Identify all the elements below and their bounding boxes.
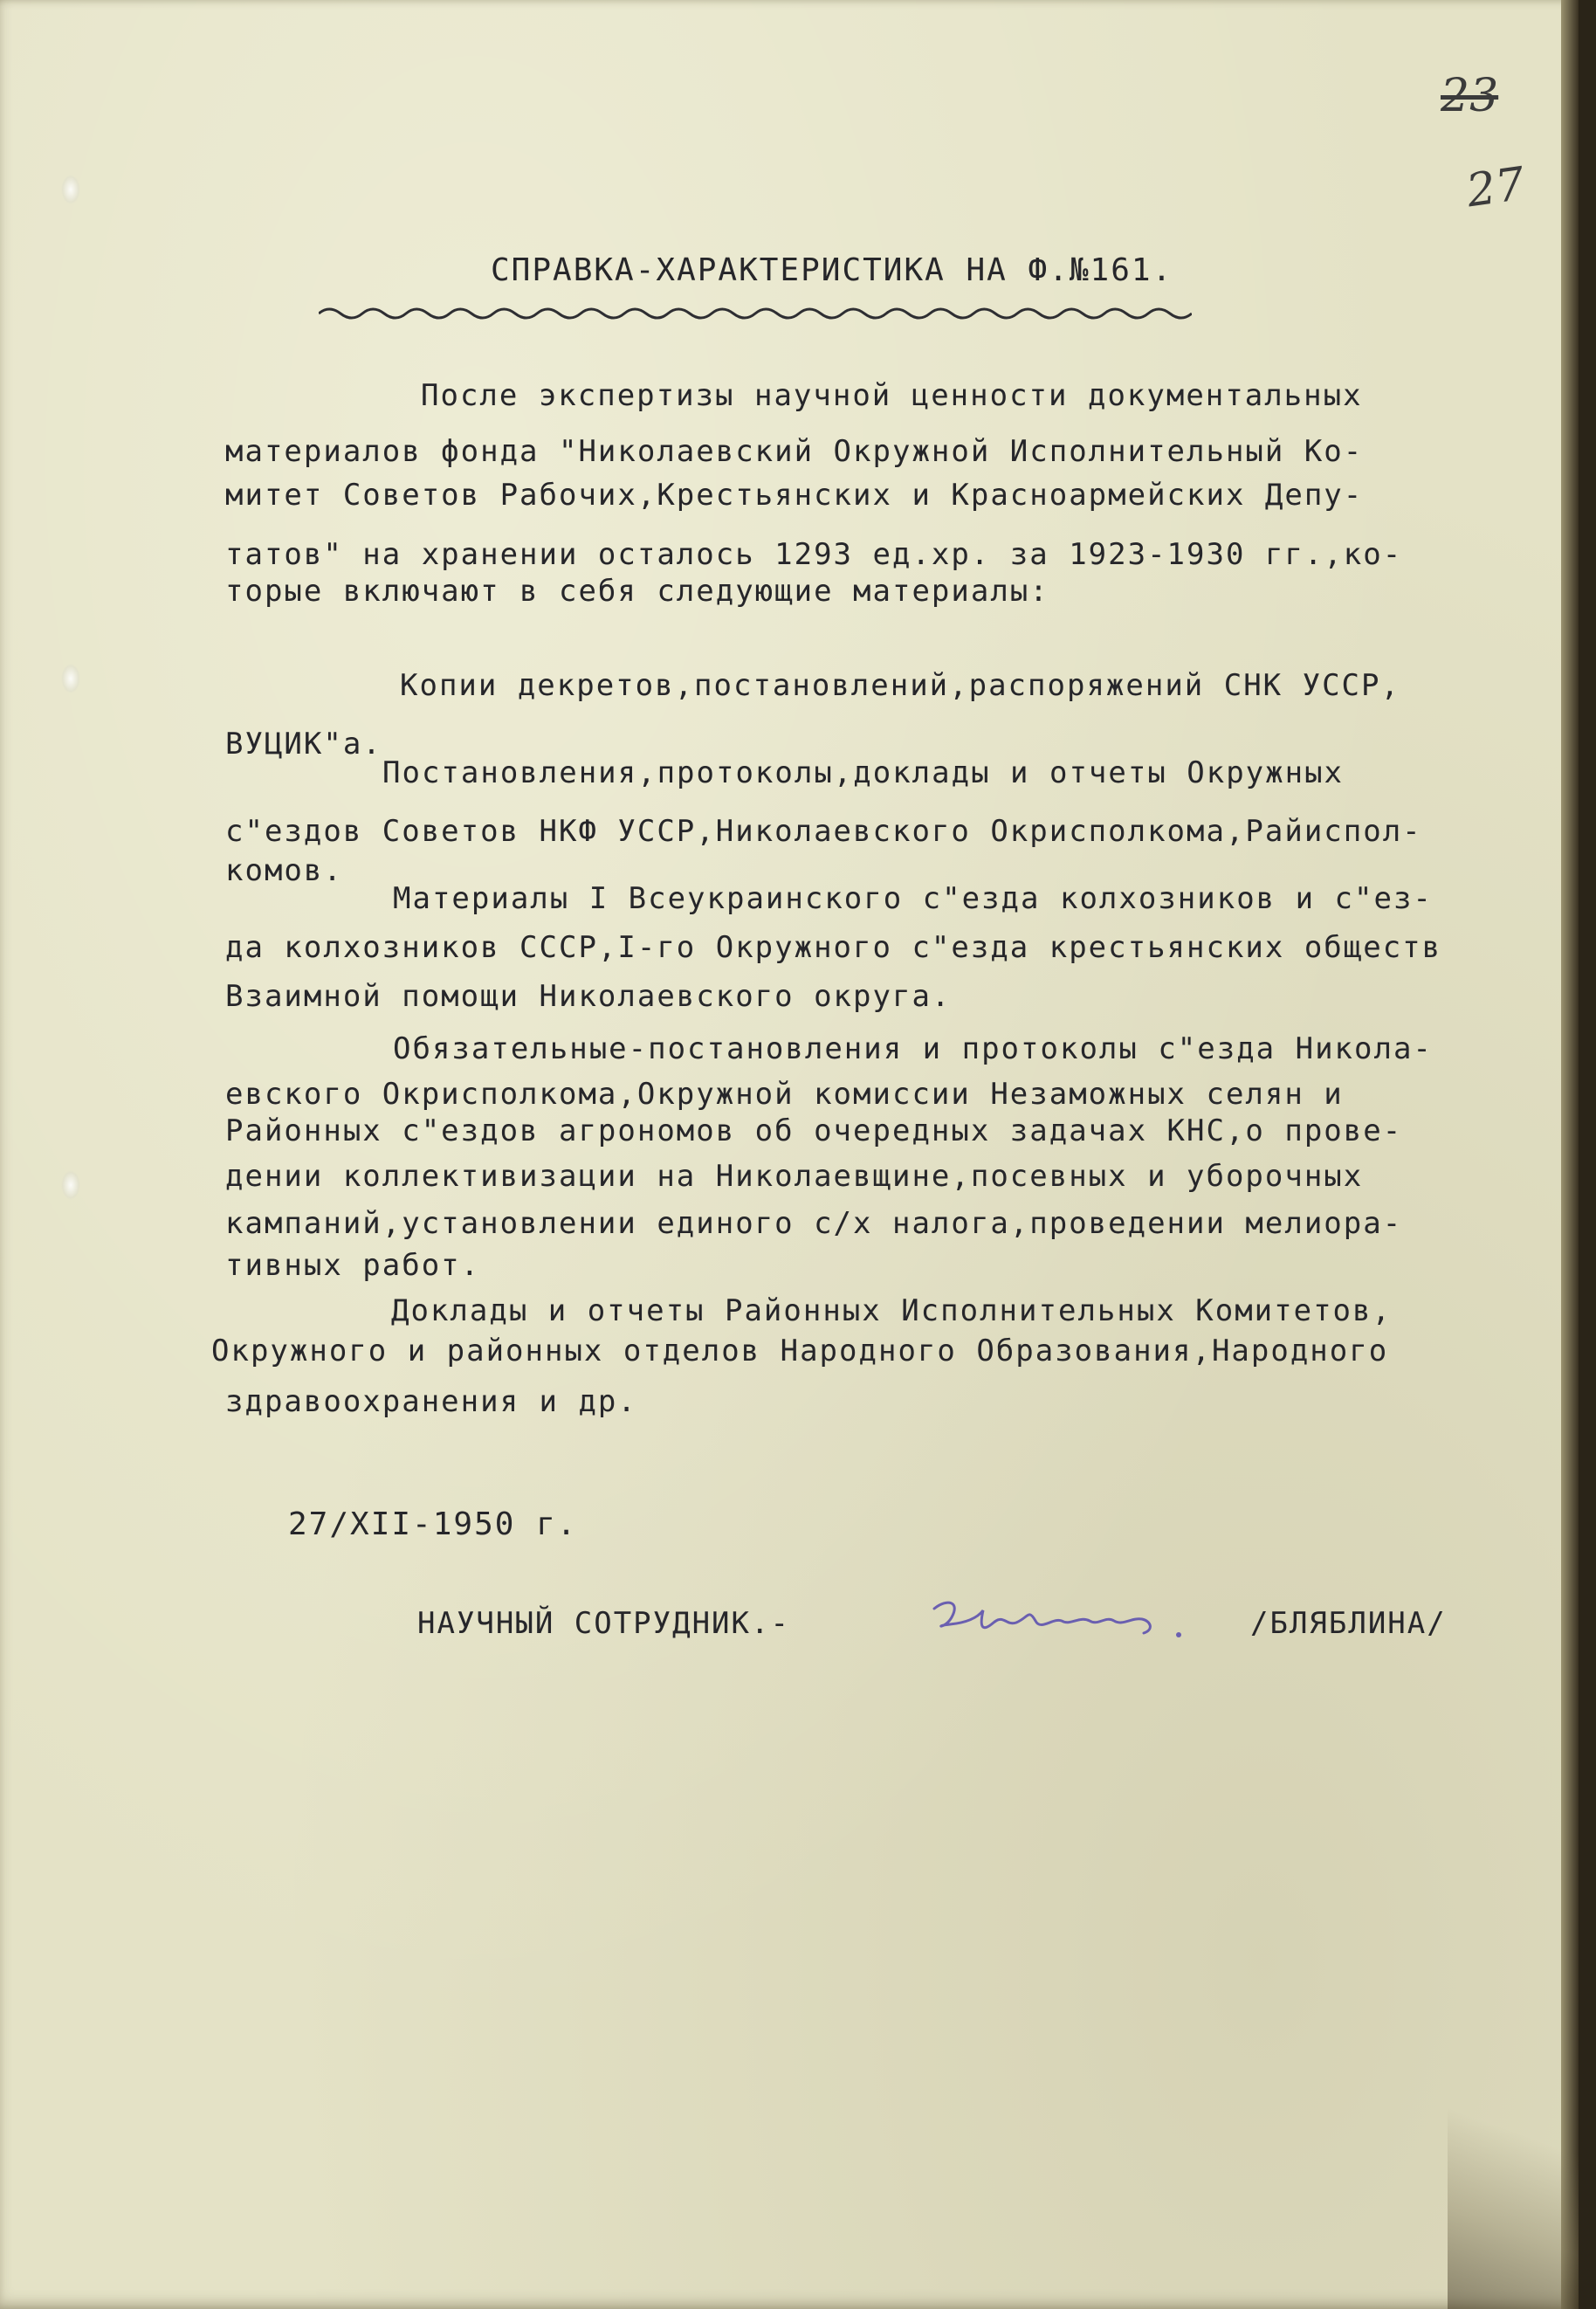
body-line: да колхозников СССР,I-го Окружного с"езда крестьянских обществ <box>225 930 1442 965</box>
body-line: Обязательные-постановления и протоколы с"езда Никола- <box>393 1031 1433 1066</box>
archive-new-number: 27 <box>1463 157 1529 218</box>
body-line: татов" на хранении осталось 1293 ед.хр. за 1923-1930 гг.,ко- <box>225 537 1403 572</box>
title-underline <box>319 301 1192 326</box>
body-line: ВУЦИК"а. <box>225 727 382 762</box>
body-line: митет Советов Рабочих,Крестьянских и Красноармейских Депу- <box>225 478 1364 513</box>
body-line: Районных с"ездов агрономов об очередных задачах КНС,о прове- <box>225 1113 1403 1148</box>
body-line: Постановления,протоколы,доклады и отчеты Окружных <box>382 755 1345 790</box>
body-line: дении коллективизации на Николаевщине,посевных и уборочных <box>225 1159 1364 1194</box>
body-line: с"ездов Советов НКФ УССР,Николаевского Окрисполкома,Райиспол- <box>225 814 1422 849</box>
body-line: комов. <box>225 853 343 888</box>
body-line: евского Окрисполкома,Окружной комиссии Незаможных селян и <box>225 1077 1344 1112</box>
body-line: Копии декретов,постановлений,распоряжений СНК УССР, <box>400 668 1400 703</box>
signatory-title: НАУЧНЫЙ СОТРУДНИК.- <box>417 1606 790 1641</box>
handwritten-signature <box>925 1591 1214 1652</box>
page-edge-shadow <box>1561 0 1579 2309</box>
document-date: 27/XII-1950 г. <box>288 1506 578 1542</box>
signatory-name: /БЛЯБЛИНА/ <box>1250 1606 1447 1641</box>
document-title: СПРАВКА-ХАРАКТЕРИСТИКА НА Ф.№161. <box>491 252 1173 288</box>
body-line: торые включают в себя следующие материалы: <box>225 574 1049 609</box>
page-corner-fold <box>1448 2021 1579 2309</box>
punch-hole <box>61 664 80 693</box>
body-line: здравоохранения и др. <box>225 1384 637 1419</box>
punch-hole <box>61 175 80 204</box>
body-line: кампаний,установлении единого с/х налога,проведении мелиора- <box>225 1206 1403 1241</box>
body-line: Доклады и отчеты Районных Исполнительных Комитетов, <box>391 1293 1392 1328</box>
archive-old-number: 23 <box>1441 70 1499 122</box>
body-line: Окружного и районных отделов Народного Образования,Народного <box>211 1334 1389 1368</box>
punch-hole <box>61 1170 80 1200</box>
body-line: материалов фонда "Николаевский Окружной Исполнительный Ко- <box>225 434 1364 469</box>
body-line: Взаимной помощи Николаевского округа. <box>225 979 952 1014</box>
body-line: Материалы I Всеукраинского с"езда колхозников и с"ез- <box>393 881 1433 916</box>
body-line: тивных работ. <box>225 1248 481 1283</box>
body-line: После экспертизы научной ценности документальных <box>421 378 1363 413</box>
